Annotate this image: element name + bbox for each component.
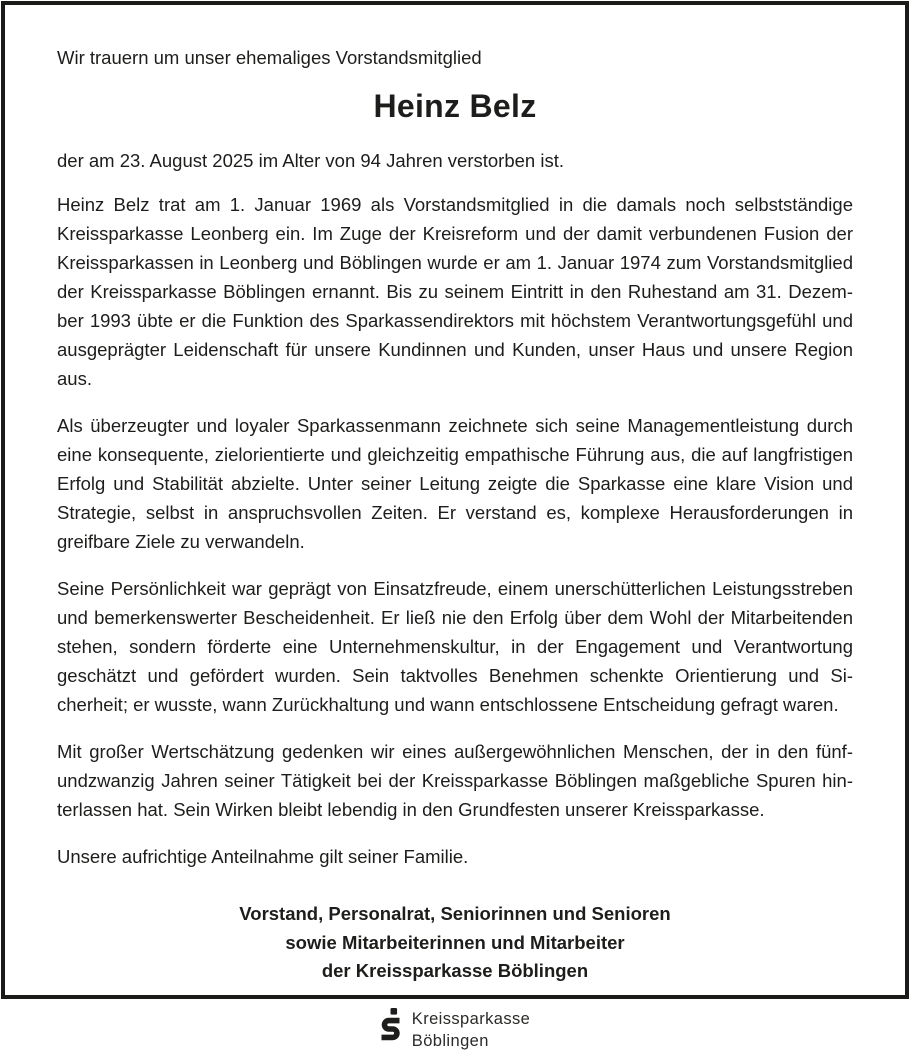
deceased-name: Heinz Belz <box>373 88 537 124</box>
intro-line: Wir trauern um unser ehemaliges Vorstandsmitglied <box>57 47 482 68</box>
signoff-line-1: Vorstand, Personalrat, Seniorinnen und Senioren <box>239 903 671 924</box>
body-paragraph-3: Seine Persönlichkeit war geprägt von Einsatzfreude, einem unerschütterlichen Leistungsstreben und bemerkenswerter Bescheidenheit. Er ließ nie den Erfolg über dem Wohl der Mitarbeitenden stehen, sondern förderte eine Unternehmenskultur, in der Engagement und Verantwortung geschätzt und gefördert wurden. Sein taktvolles Benehmen schenkte Orientierung und Sicherheit; er wusste, wann Zurückhaltung und wann entschlossene Entscheidung gefragt waren. <box>57 578 853 715</box>
brand-name-line-2: Böblingen <box>411 1031 489 1050</box>
death-date-line: der am 23. August 2025 im Alter von 94 Jahren verstorben ist. <box>57 150 564 171</box>
body-paragraph-4: Mit großer Wertschätzung gedenken wir eines außergewöhnlichen Menschen, der in den fünfundzwanzig Jahren seiner Tätigkeit bei der Kreissparkasse Böblingen maßgebliche Spuren hinterlassen hat. Sein Wirken bleibt lebendig in den Grundfesten unserer Kreissparkasse. <box>57 741 853 820</box>
body-paragraph-1: Heinz Belz trat am 1. Januar 1969 als Vorstandsmitglied in die damals noch selbstständige Kreissparkasse Leonberg ein. Im Zuge der Kreisreform und der damit verbundenen Fusion der Kreissparkassen in Leonberg und Böblingen wurde er am 1. Januar 1974 zum Vorstandsmitglied der Kreissparkasse Böblingen ernannt. Bis zu seinem Eintritt in den Ruhestand am 31. Dezember 1993 übte er die Funktion des Sparkassendirektors mit höchstem Verantwortungsgefühl und ausgeprägter Leidenschaft für unsere Kundinnen und Kunden, unser Haus und unsere Region aus. <box>57 194 853 389</box>
signoff-line-3: der Kreissparkasse Böblingen <box>321 960 589 981</box>
signoff-block <box>57 900 853 986</box>
obituary-content <box>5 5 905 1052</box>
brand-name-line-1: Kreissparkasse <box>411 1009 531 1028</box>
obituary-notice-frame <box>1 1 909 1050</box>
signoff-line-2: sowie Mitarbeiterinnen und Mitarbeiter <box>285 931 625 953</box>
brand-logo <box>57 1008 853 1052</box>
condolence-line: Unsere aufrichtige Anteilnahme gilt seiner Familie. <box>57 846 469 867</box>
body-paragraph-2: Als überzeugter und loyaler Sparkassenmann zeichnete sich seine Managementleistung durch eine konsequente, zielorientierte und gleichzeitig empathische Führung aus, die auf langfristigen Erfolg und Stabilität abzielte. Unter seiner Leitung zeigte die Sparkasse eine klare Vision und Strategie, selbst in anspruchsvollen Zeiten. Er verstand es, komplexe Herausforderungen in greifbare Ziele zu verwandeln. <box>57 415 853 552</box>
brand-name <box>412 1008 530 1052</box>
sparkasse-s-icon <box>380 1008 401 1041</box>
